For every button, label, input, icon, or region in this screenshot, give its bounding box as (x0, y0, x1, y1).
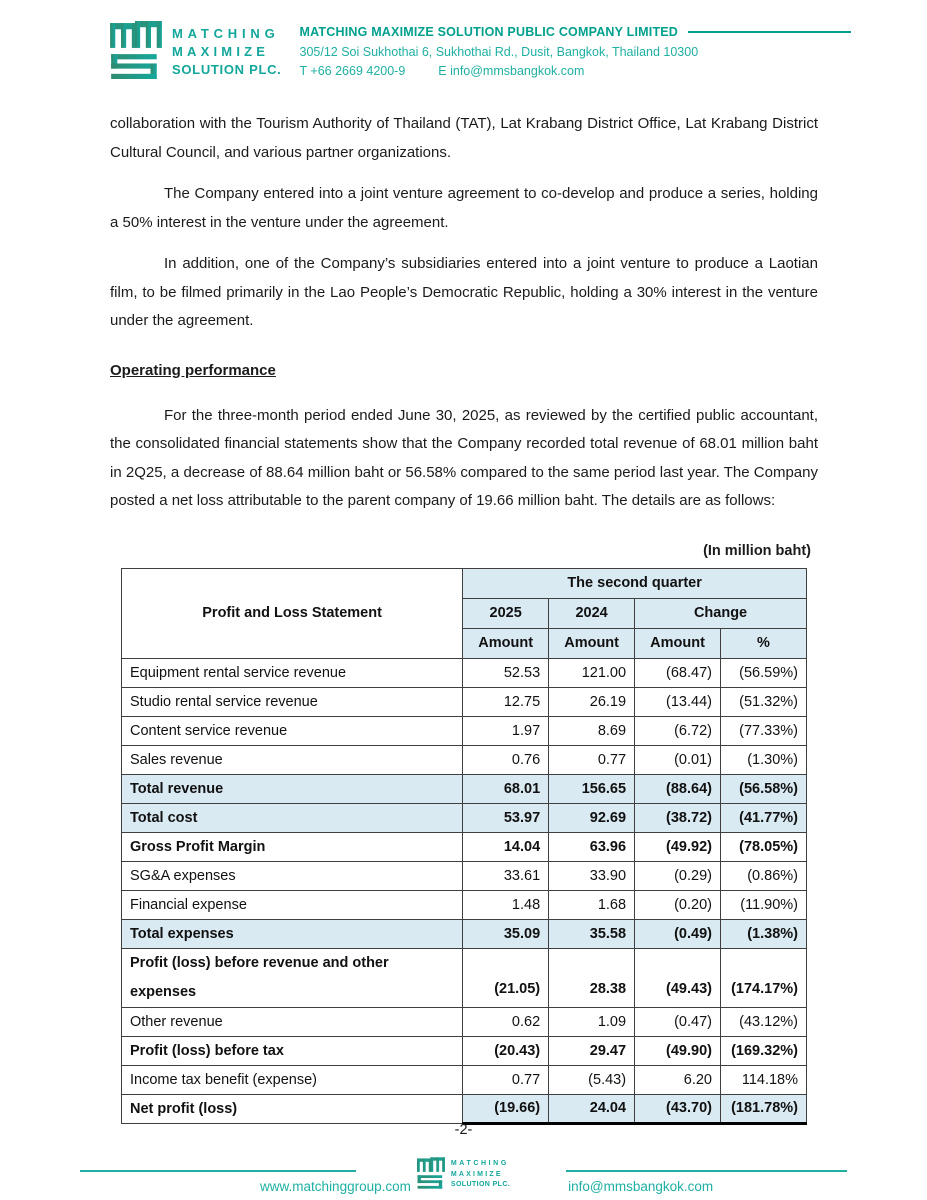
row-value: 1.68 (549, 890, 635, 919)
table-subcol-percent: % (720, 628, 806, 658)
row-value: (20.43) (463, 1036, 549, 1065)
row-value: (0.20) (635, 890, 721, 919)
row-value: 28.38 (549, 948, 635, 1007)
table-row (122, 890, 807, 919)
wordmark-line-3: SOLUTION PLC. (172, 62, 282, 77)
phone-number: +66 2669 4200-9 (310, 64, 406, 78)
table-col-year-2025: 2025 (463, 598, 549, 628)
row-value: (43.70) (635, 1094, 721, 1123)
page-number: -2- (454, 1122, 473, 1138)
row-value: 6.20 (635, 1065, 721, 1094)
table-row (122, 832, 807, 861)
footer-wordmark-line-3: SOLUTION PLC. (450, 1181, 511, 1188)
row-value: 26.19 (549, 687, 635, 716)
row-label: SG&A expenses (122, 861, 463, 890)
document-body (110, 110, 818, 516)
row-value: (51.32%) (720, 687, 806, 716)
company-name: MATCHING MAXIMIZE SOLUTION PUBLIC COMPANY LIMITED (299, 25, 679, 39)
table-col-change: Change (635, 598, 807, 628)
row-value: (38.72) (635, 803, 721, 832)
row-label: Studio rental service revenue (122, 687, 463, 716)
row-value: 0.77 (463, 1065, 549, 1094)
row-value: 68.01 (463, 774, 549, 803)
row-value: (11.90%) (720, 890, 806, 919)
table-group-header: The second quarter (463, 568, 807, 598)
row-value: 29.47 (549, 1036, 635, 1065)
table-row (122, 745, 807, 774)
email-label: E (438, 64, 447, 78)
table-row (122, 1007, 807, 1036)
row-value: (0.86%) (720, 861, 806, 890)
footer-left (80, 1156, 411, 1194)
row-value: 114.18% (720, 1065, 806, 1094)
table-subcol-amount: Amount (549, 628, 635, 658)
paragraph: For the three-month period ended June 30, 2025, as reviewed by the certified public accountant, the consolidated financial statements show that the Company recorded total revenue of 68.01 million baht in 2Q25, a decrease of 88.64 million baht or 56.58% compared to the same period last year. The Company posted a net loss attributable to the parent company of 19.66 million baht. The details are as follows: (110, 406, 818, 509)
row-value: (78.05%) (720, 832, 806, 861)
row-value: (181.78%) (720, 1094, 806, 1123)
footer-logo-wordmark (451, 1159, 510, 1191)
row-value: (49.43) (635, 948, 721, 1007)
paragraph: collaboration with the Tourism Authority of Thailand (TAT), Lat Krabang District Office, Lat Krabang District Cultural Council, and various partner organizations. (110, 115, 818, 161)
paragraph: In addition, one of the Company’s subsidiaries entered into a joint venture to produce a Laotian film, to be filmed primarily in the Lao People’s Democratic Republic, holding a 30% interest in the venture under the agreement. (110, 255, 818, 329)
row-value: (41.77%) (720, 803, 806, 832)
row-value: 0.76 (463, 745, 549, 774)
financial-table-area (110, 543, 818, 1125)
table-row-header: Profit and Loss Statement (122, 568, 463, 658)
row-value: (6.72) (635, 716, 721, 745)
footer-website: www.matchinggroup.com (260, 1179, 411, 1194)
row-value: 1.09 (549, 1007, 635, 1036)
table-row (122, 687, 807, 716)
row-value: 24.04 (549, 1094, 635, 1123)
row-value: (1.38%) (720, 919, 806, 948)
pl-table-body (122, 658, 807, 1123)
row-value: (49.92) (635, 832, 721, 861)
footer-logo-icon (417, 1156, 445, 1190)
row-label: Other revenue (122, 1007, 463, 1036)
row-value: 0.62 (463, 1007, 549, 1036)
table-row (122, 774, 807, 803)
footer-logo (411, 1156, 516, 1191)
row-label: Total expenses (122, 919, 463, 948)
header-contact-block (300, 21, 890, 78)
row-value: 53.97 (463, 803, 549, 832)
row-value: 121.00 (549, 658, 635, 687)
row-value: 0.77 (549, 745, 635, 774)
footer-divider-left (80, 1170, 356, 1172)
row-value: (56.59%) (720, 658, 806, 687)
wordmark-line-2: MAXIMIZE (172, 44, 270, 59)
row-value: 33.61 (463, 861, 549, 890)
row-label: Equipment rental service revenue (122, 658, 463, 687)
row-value: (0.49) (635, 919, 721, 948)
row-value: (68.47) (635, 658, 721, 687)
row-value: (5.43) (549, 1065, 635, 1094)
company-address: 305/12 Soi Sukhothai 6, Sukhothai Rd., Dusit, Bangkok, Thailand 10300 (299, 45, 699, 59)
row-value: 8.69 (549, 716, 635, 745)
row-label: Content service revenue (122, 716, 463, 745)
table-row (122, 919, 807, 948)
row-label: Income tax benefit (expense) (122, 1065, 463, 1094)
table-row (122, 658, 807, 687)
row-value: (21.05) (463, 948, 549, 1007)
company-logo-icon (110, 21, 162, 84)
row-value: (0.29) (635, 861, 721, 890)
section-heading: Operating performance (110, 361, 276, 379)
page-header (110, 21, 889, 84)
paragraph: The Company entered into a joint venture agreement to co-develop and produce a series, holding a 50% interest in the venture under the agreement. (110, 185, 818, 231)
table-row (122, 1065, 807, 1094)
page-footer (80, 1156, 847, 1194)
row-value: 52.53 (463, 658, 549, 687)
footer-divider-right (566, 1170, 847, 1172)
row-value: 156.65 (549, 774, 635, 803)
table-row (122, 861, 807, 890)
row-value: (88.64) (635, 774, 721, 803)
table-row (122, 1094, 807, 1123)
table-row (122, 803, 807, 832)
row-value: (0.01) (635, 745, 721, 774)
wordmark-line-1: MATCHING (172, 26, 280, 41)
row-label: Sales revenue (122, 745, 463, 774)
table-unit-caption: (In million baht) (703, 542, 811, 559)
table-row (122, 1036, 807, 1065)
footer-right (516, 1156, 847, 1194)
company-logo-wordmark (172, 25, 282, 79)
table-subcol-amount: Amount (463, 628, 549, 658)
table-row (122, 948, 807, 1007)
row-value: (19.66) (463, 1094, 549, 1123)
row-value: 92.69 (549, 803, 635, 832)
row-value: 35.09 (463, 919, 549, 948)
row-value: (169.32%) (720, 1036, 806, 1065)
row-label: Total cost (122, 803, 463, 832)
row-value: (56.58%) (720, 774, 806, 803)
header-divider-rule (688, 31, 851, 33)
row-value: (13.44) (635, 687, 721, 716)
row-value: (1.30%) (720, 745, 806, 774)
company-name-line (300, 25, 890, 39)
row-value: (43.12%) (720, 1007, 806, 1036)
row-label: Net profit (loss) (122, 1094, 463, 1123)
email-address: info@mmsbangkok.com (450, 64, 585, 78)
row-value: 35.58 (549, 919, 635, 948)
footer-wordmark-line-2: MAXIMIZE (450, 1170, 503, 1178)
row-value: (77.33%) (720, 716, 806, 745)
row-value: 63.96 (549, 832, 635, 861)
table-row (122, 716, 807, 745)
footer-wordmark-line-1: MATCHING (450, 1160, 509, 1167)
phone-label: T (299, 64, 307, 78)
row-value: 14.04 (463, 832, 549, 861)
row-label: Profit (loss) before revenue and other expenses (122, 948, 463, 1007)
row-value: 33.90 (549, 861, 635, 890)
row-value: 12.75 (463, 687, 549, 716)
row-value: (49.90) (635, 1036, 721, 1065)
row-value: 1.48 (463, 890, 549, 919)
row-label: Profit (loss) before tax (122, 1036, 463, 1065)
row-label: Financial expense (122, 890, 463, 919)
table-col-year-2024: 2024 (549, 598, 635, 628)
row-value: 1.97 (463, 716, 549, 745)
row-value: (0.47) (635, 1007, 721, 1036)
row-label: Gross Profit Margin (122, 832, 463, 861)
row-label: Total revenue (122, 774, 463, 803)
company-phone-email (300, 64, 890, 78)
table-subcol-amount: Amount (635, 628, 721, 658)
row-value: (174.17%) (720, 948, 806, 1007)
footer-email: info@mmsbangkok.com (568, 1179, 714, 1194)
profit-loss-table (121, 568, 807, 1125)
